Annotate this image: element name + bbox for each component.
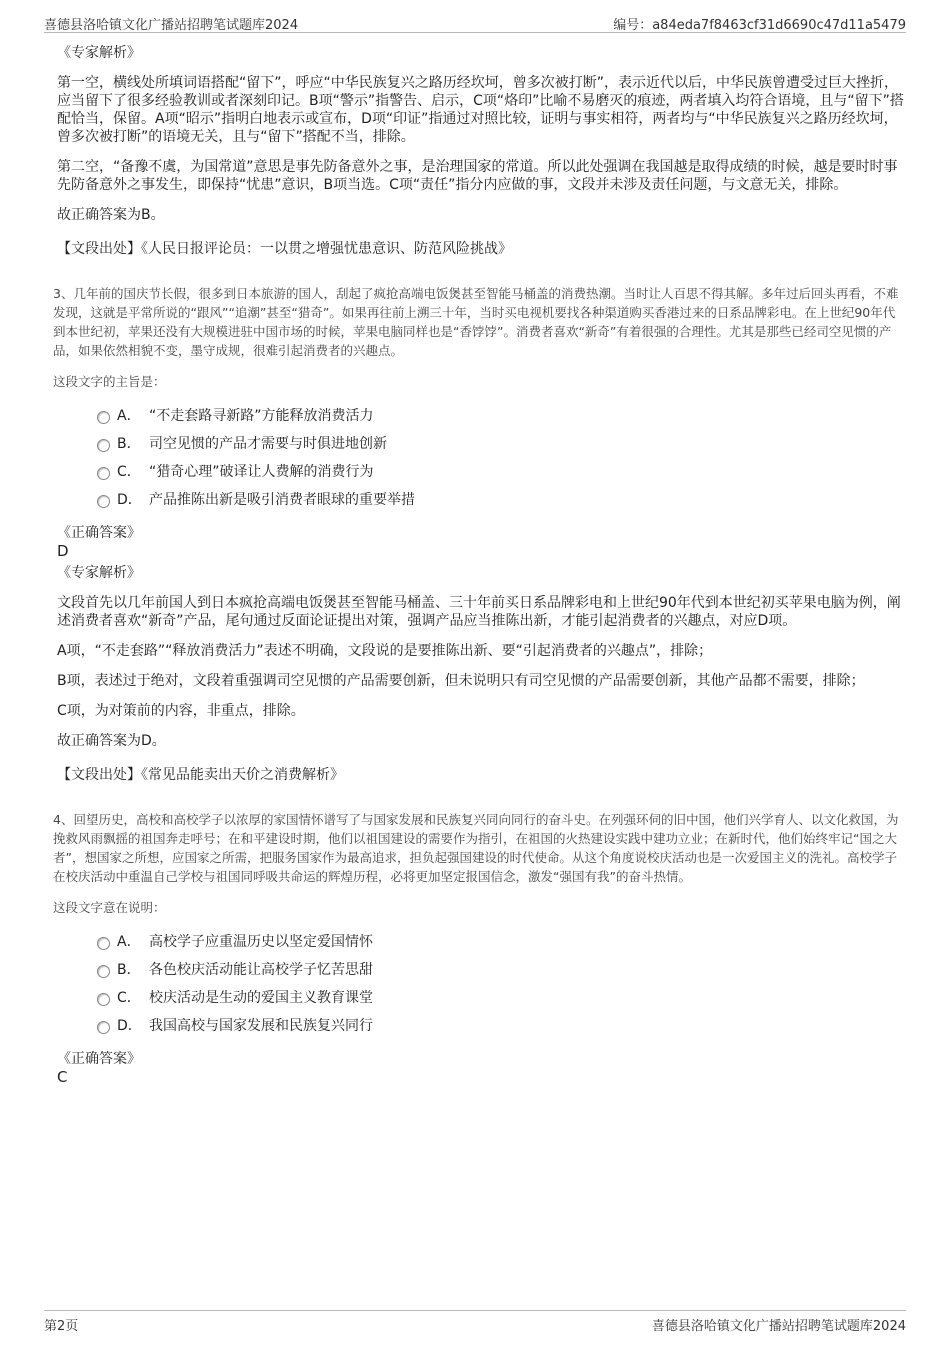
analysis-paragraph: 第二空，“备豫不虞，为国常道”意思是事先防备意外之事，是治理国家的常道。所以此处强调在我国越是取得成绩的时候，越是要时时事先防备意外之事发生，即保持“忧患”意识，B项当选。C项“责任”指分内应做的事，文段并未涉及责任问题，与文意无关，排除。: [57, 159, 898, 193]
option-b[interactable]: [57, 960, 907, 988]
question-3-prompt: 这段文字的主旨是：: [53, 374, 166, 389]
page-header: [44, 10, 906, 33]
option-text: 司空见惯的产品才需要与时俱进地创新: [149, 436, 387, 452]
question-3-text: 3、几年前的国庆节长假，很多到日本旅游的国人，刮起了疯抢高端电饭煲甚至智能马桶盖的消费热潮。当时让人百思不得其解。多年过后回头再看，不难发现，这就是平常所说的“跟风”“追潮”甚至“猎奇”。如果再往前上溯三十年，当时买电视机要找各种渠道购买香港过来的日系品牌彩电。在上世纪90年代到本世纪初，苹果还没有大规模进驻中国市场的时候，苹果电脑同样也是“香饽饽”。消费者喜欢“新奇”有着很强的合理性。尤其是那些已经司空见惯的产品，如果依然相貌不变，墨守成规，很难引起消费者的兴趣点。: [53, 286, 899, 358]
option-c[interactable]: [57, 462, 907, 490]
page-footer: [44, 1310, 906, 1334]
option-text: 各色校庆活动能让高校学子忆苦思甜: [149, 962, 373, 978]
question-4-options: [57, 932, 907, 1044]
correct-answer-label: 《正确答案》: [57, 525, 141, 541]
option-letter: A．: [117, 408, 141, 424]
analysis-paragraph: 文段首先以几年前国人到日本疯抢高端电饭煲甚至智能马桶盖、三十年前买日系品牌彩电和上世纪90年代到本世纪初买苹果电脑为例，阐述消费者喜欢“新奇”产品，尾句通过反面论证提出对策，强调产品应当推陈出新，才能引起消费者的兴趣点，对应D项。: [57, 595, 901, 629]
passage-source: 【文段出处】《人民日报评论员：一以贯之增强忧患意识、防范风险挑战》: [57, 241, 512, 257]
passage-source: 【文段出处】《常见品能卖出天价之消费解析》: [57, 767, 344, 783]
radio-button-icon[interactable]: [97, 937, 110, 950]
analysis-paragraph: A项，“不走套路”“释放消费活力”表述不明确，文段说的是要推陈出新、要“引起消费者的兴趣点”，排除；: [57, 643, 713, 659]
footer-title: 喜德县洛哈镇文化广播站招聘笔试题库2024: [651, 1319, 906, 1334]
option-text: “不走套路寻新路”方能释放消费活力: [149, 408, 374, 424]
option-letter: B．: [117, 962, 141, 978]
option-d[interactable]: [57, 490, 907, 518]
expert-analysis-label: 《专家解析》: [57, 565, 141, 581]
option-b[interactable]: [57, 434, 907, 462]
header-title: 喜德县洛哈镇文化广播站招聘笔试题库2024: [44, 18, 299, 33]
option-a[interactable]: [57, 406, 907, 434]
radio-button-icon[interactable]: [97, 495, 110, 508]
option-letter: B．: [117, 436, 141, 452]
expert-analysis-label: 《专家解析》: [57, 45, 141, 61]
analysis-paragraph: 第一空，横线处所填词语搭配“留下”，呼应“中华民族复兴之路历经坎坷，曾多次被打断”，表示近代以后，中华民族曾遭受过巨大挫折，应当留下了很多经验教训或者深刻印记。B项“警示”指警告、启示，C项“烙印”比喻不易磨灭的痕迹，两者填入均符合语境，且与“留下”搭配恰当，保留。A项“昭示”指明白地表示或宣布，D项“印证”指通过对照比较，证明与事实相符，两者均与“中华民族复兴之路历经坎坷，曾多次被打断”的语境无关，且与“留下”搭配不当，排除。: [57, 75, 904, 145]
radio-button-icon[interactable]: [97, 1021, 110, 1034]
correct-answer-value: C: [57, 1068, 68, 1086]
option-letter: C．: [117, 464, 141, 480]
option-letter: A．: [117, 934, 141, 950]
analysis-paragraph: B项，表述过于绝对，文段着重强调司空见惯的产品需要创新，但未说明只有司空见惯的产品需要创新，其他产品都不需要，排除；: [57, 673, 865, 689]
question-3-options: [57, 406, 907, 518]
option-letter: D．: [117, 492, 142, 508]
radio-button-icon[interactable]: [97, 965, 110, 978]
radio-button-icon[interactable]: [97, 993, 110, 1006]
page-content: [53, 44, 907, 1090]
option-letter: C．: [117, 990, 141, 1006]
option-text: 高校学子应重温历史以坚定爱国情怀: [149, 934, 373, 950]
analysis-paragraph: C项，为对策前的内容，非重点，排除。: [57, 703, 305, 719]
option-text: 产品推陈出新是吸引消费者眼球的重要举措: [149, 492, 415, 508]
option-a[interactable]: [57, 932, 907, 960]
option-d[interactable]: [57, 1016, 907, 1044]
radio-button-icon[interactable]: [97, 411, 110, 424]
option-letter: D．: [117, 1018, 142, 1034]
question-4-prompt: 这段文字意在说明：: [53, 900, 166, 915]
option-c[interactable]: [57, 988, 907, 1016]
correct-answer-label: 《正确答案》: [57, 1051, 141, 1067]
header-doc-id: 编号：a84eda7f8463cf31d6690c47d11a5479: [613, 18, 906, 33]
analysis-conclusion: 故正确答案为D。: [57, 733, 166, 749]
option-text: 我国高校与国家发展和民族复兴同行: [149, 1018, 373, 1034]
radio-button-icon[interactable]: [97, 467, 110, 480]
page-number: 第2页: [44, 1319, 79, 1334]
analysis-conclusion: 故正确答案为B。: [57, 207, 165, 223]
correct-answer-value: D: [57, 542, 69, 560]
radio-button-icon[interactable]: [97, 439, 110, 452]
option-text: 校庆活动是生动的爱国主义教育课堂: [149, 990, 373, 1006]
option-text: “猎奇心理”破译让人费解的消费行为: [149, 464, 374, 480]
question-4-text: 4、回望历史，高校和高校学子以浓厚的家国情怀谱写了与国家发展和民族复兴同向同行的奋斗史。在列强环伺的旧中国，他们兴学育人、以文化救国，为挽救风雨飘摇的祖国奔走呼号；在和平建设时期，他们以祖国建设的需要作为指引，在祖国的火热建设实践中建功立业；在新时代，他们始终牢记“国之大者”，想国家之所想，应国家之所需，把服务国家作为最高追求，担负起强国建设的时代使命。从这个角度说校庆活动也是一次爱国主义的洗礼。高校学子在校庆活动中重温自己学校与祖国同呼吸共命运的辉煌历程，必将更加坚定报国信念，激发“强国有我”的奋斗热情。: [53, 812, 899, 884]
